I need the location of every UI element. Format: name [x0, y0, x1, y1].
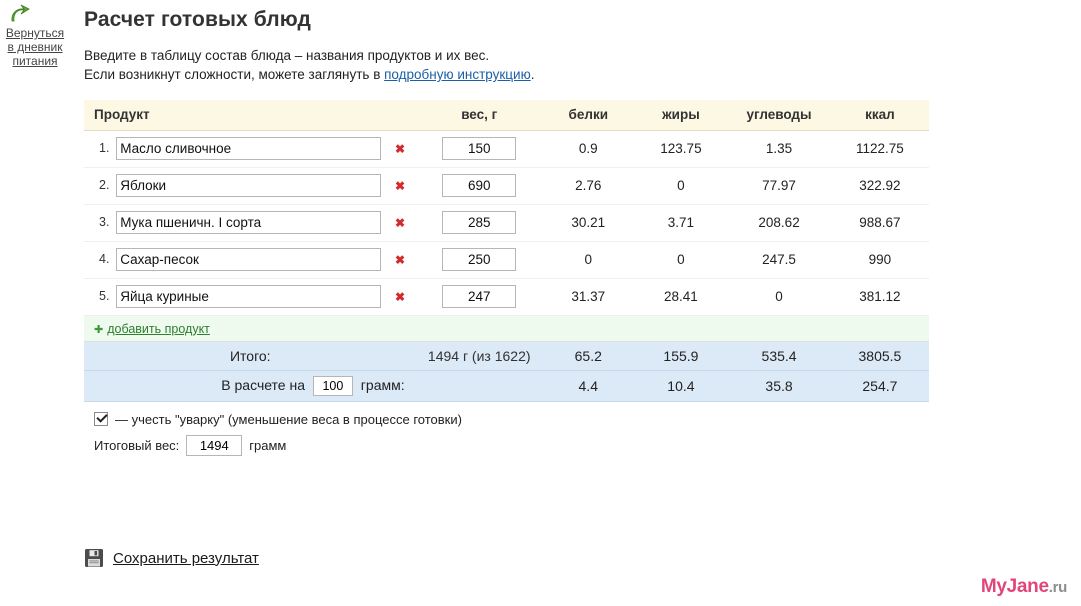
weight-cell — [417, 204, 542, 241]
row-number: 1. — [99, 141, 110, 156]
kcal-value: 988.67 — [831, 204, 929, 241]
fat-value: 123.75 — [635, 130, 728, 167]
weight-input[interactable] — [442, 248, 516, 271]
total-label: Итого: — [84, 341, 417, 370]
add-product-link[interactable]: добавить продукт — [107, 321, 210, 336]
table-row — [84, 241, 929, 278]
protein-value: 31.37 — [542, 278, 635, 315]
table-row — [84, 204, 929, 241]
total-protein: 65.2 — [542, 341, 635, 370]
product-name-input[interactable] — [116, 285, 381, 308]
per-portion-fat: 10.4 — [635, 370, 728, 401]
fat-value: 28.41 — [635, 278, 728, 315]
back-to-diary-link-line3[interactable]: питания — [12, 54, 58, 68]
fat-value: 0 — [635, 241, 728, 278]
intro-line-2-post: . — [530, 67, 535, 82]
dish-composition-table — [84, 100, 929, 402]
product-cell — [84, 130, 417, 167]
delete-row-icon[interactable]: ✖ — [395, 252, 406, 267]
final-weight-unit: грамм — [249, 437, 287, 453]
shrink-option-line — [94, 412, 1074, 427]
weight-input[interactable] — [442, 211, 516, 234]
weight-cell — [417, 241, 542, 278]
shrink-checkbox[interactable] — [94, 412, 108, 426]
kcal-value: 322.92 — [831, 167, 929, 204]
delete-row-icon[interactable]: ✖ — [395, 141, 406, 156]
column-header-fat: жиры — [635, 100, 728, 130]
product-cell — [84, 167, 417, 204]
total-fat: 155.9 — [635, 341, 728, 370]
add-product-row[interactable] — [84, 315, 929, 341]
final-weight-label: Итоговый вес: — [94, 437, 180, 453]
kcal-value: 990 — [831, 241, 929, 278]
back-arrow-icon — [8, 4, 30, 24]
row-number: 5. — [99, 289, 110, 304]
row-number: 3. — [99, 215, 110, 230]
per-portion-label-post: грамм: — [360, 376, 405, 393]
product-name-input[interactable] — [116, 137, 381, 160]
column-header-kcal: ккал — [831, 100, 929, 130]
delete-row-icon[interactable]: ✖ — [395, 215, 406, 230]
row-number: 2. — [99, 178, 110, 193]
product-name-input[interactable] — [116, 174, 381, 197]
weight-cell — [417, 278, 542, 315]
kcal-value: 381.12 — [831, 278, 929, 315]
column-header-product: Продукт — [84, 100, 417, 130]
intro-line-2 — [84, 65, 1074, 84]
weight-cell — [417, 130, 542, 167]
total-kcal: 3805.5 — [831, 341, 929, 370]
total-carbs: 535.4 — [727, 341, 831, 370]
back-to-diary-link-line2[interactable]: в дневник — [7, 40, 63, 54]
carbs-value: 0 — [727, 278, 831, 315]
product-name-input[interactable] — [116, 248, 381, 271]
column-header-weight: вес, г — [417, 100, 542, 130]
weight-input[interactable] — [442, 137, 516, 160]
kcal-value: 1122.75 — [831, 130, 929, 167]
product-cell — [84, 278, 417, 315]
weight-cell — [417, 167, 542, 204]
intro-line-1: Введите в таблицу состав блюда – названия продуктов и их вес. — [84, 48, 490, 63]
add-product-cell[interactable] — [84, 315, 929, 341]
main-content — [84, 0, 1074, 456]
per-portion-row — [84, 370, 929, 401]
column-header-carbs: углеводы — [727, 100, 831, 130]
save-result-link[interactable]: Сохранить результат — [113, 549, 259, 567]
fat-value: 3.71 — [635, 204, 728, 241]
per-portion-protein: 4.4 — [542, 370, 635, 401]
intro-line-2-pre: Если возникнут сложности, можете заглянуть в — [84, 67, 385, 82]
fat-value: 0 — [635, 167, 728, 204]
per-portion-label-cell — [84, 370, 542, 401]
save-result-block[interactable] — [84, 548, 259, 568]
per-portion-label-pre: В расчете на — [221, 376, 306, 393]
product-cell — [84, 204, 417, 241]
carbs-value: 77.97 — [727, 167, 831, 204]
final-weight-line — [94, 435, 1074, 456]
per-portion-kcal: 254.7 — [831, 370, 929, 401]
row-number: 4. — [99, 252, 110, 267]
back-to-diary-link-line1[interactable]: Вернуться — [5, 26, 65, 40]
total-row — [84, 341, 929, 370]
final-weight-input[interactable] — [186, 435, 242, 456]
plus-icon: ✚ — [94, 323, 104, 336]
per-portion-carbs: 35.8 — [727, 370, 831, 401]
weight-input[interactable] — [442, 174, 516, 197]
delete-row-icon[interactable]: ✖ — [395, 289, 406, 304]
site-watermark — [981, 576, 1067, 598]
table-row — [84, 130, 929, 167]
product-name-input[interactable] — [116, 211, 381, 234]
total-weight-note: 1494 г (из 1622) — [417, 341, 542, 370]
carbs-value: 1.35 — [727, 130, 831, 167]
product-cell — [84, 241, 417, 278]
weight-input[interactable] — [442, 285, 516, 308]
table-row — [84, 278, 929, 315]
per-portion-grams-input[interactable] — [313, 376, 353, 396]
page-title: Расчет готовых блюд — [84, 8, 311, 31]
detailed-instruction-link[interactable]: подробную инструкцию — [384, 67, 531, 82]
back-to-diary-block[interactable] — [0, 4, 70, 68]
protein-value: 0 — [542, 241, 635, 278]
carbs-value: 208.62 — [727, 204, 831, 241]
delete-row-icon[interactable]: ✖ — [395, 178, 406, 193]
watermark-tld: .ru — [1048, 579, 1067, 596]
table-row — [84, 167, 929, 204]
shrink-checkbox-label: — учесть "уварку" (уменьшение веса в процессе готовки) — [115, 411, 462, 427]
protein-value: 0.9 — [542, 130, 635, 167]
protein-value: 2.76 — [542, 167, 635, 204]
column-header-protein: белки — [542, 100, 635, 130]
protein-value: 30.21 — [542, 204, 635, 241]
options-block — [84, 412, 1074, 456]
intro-text — [84, 46, 1074, 84]
floppy-disk-icon — [84, 548, 104, 568]
table-header-row — [84, 100, 929, 130]
carbs-value: 247.5 — [727, 241, 831, 278]
watermark-brand: MyJane — [980, 576, 1049, 597]
